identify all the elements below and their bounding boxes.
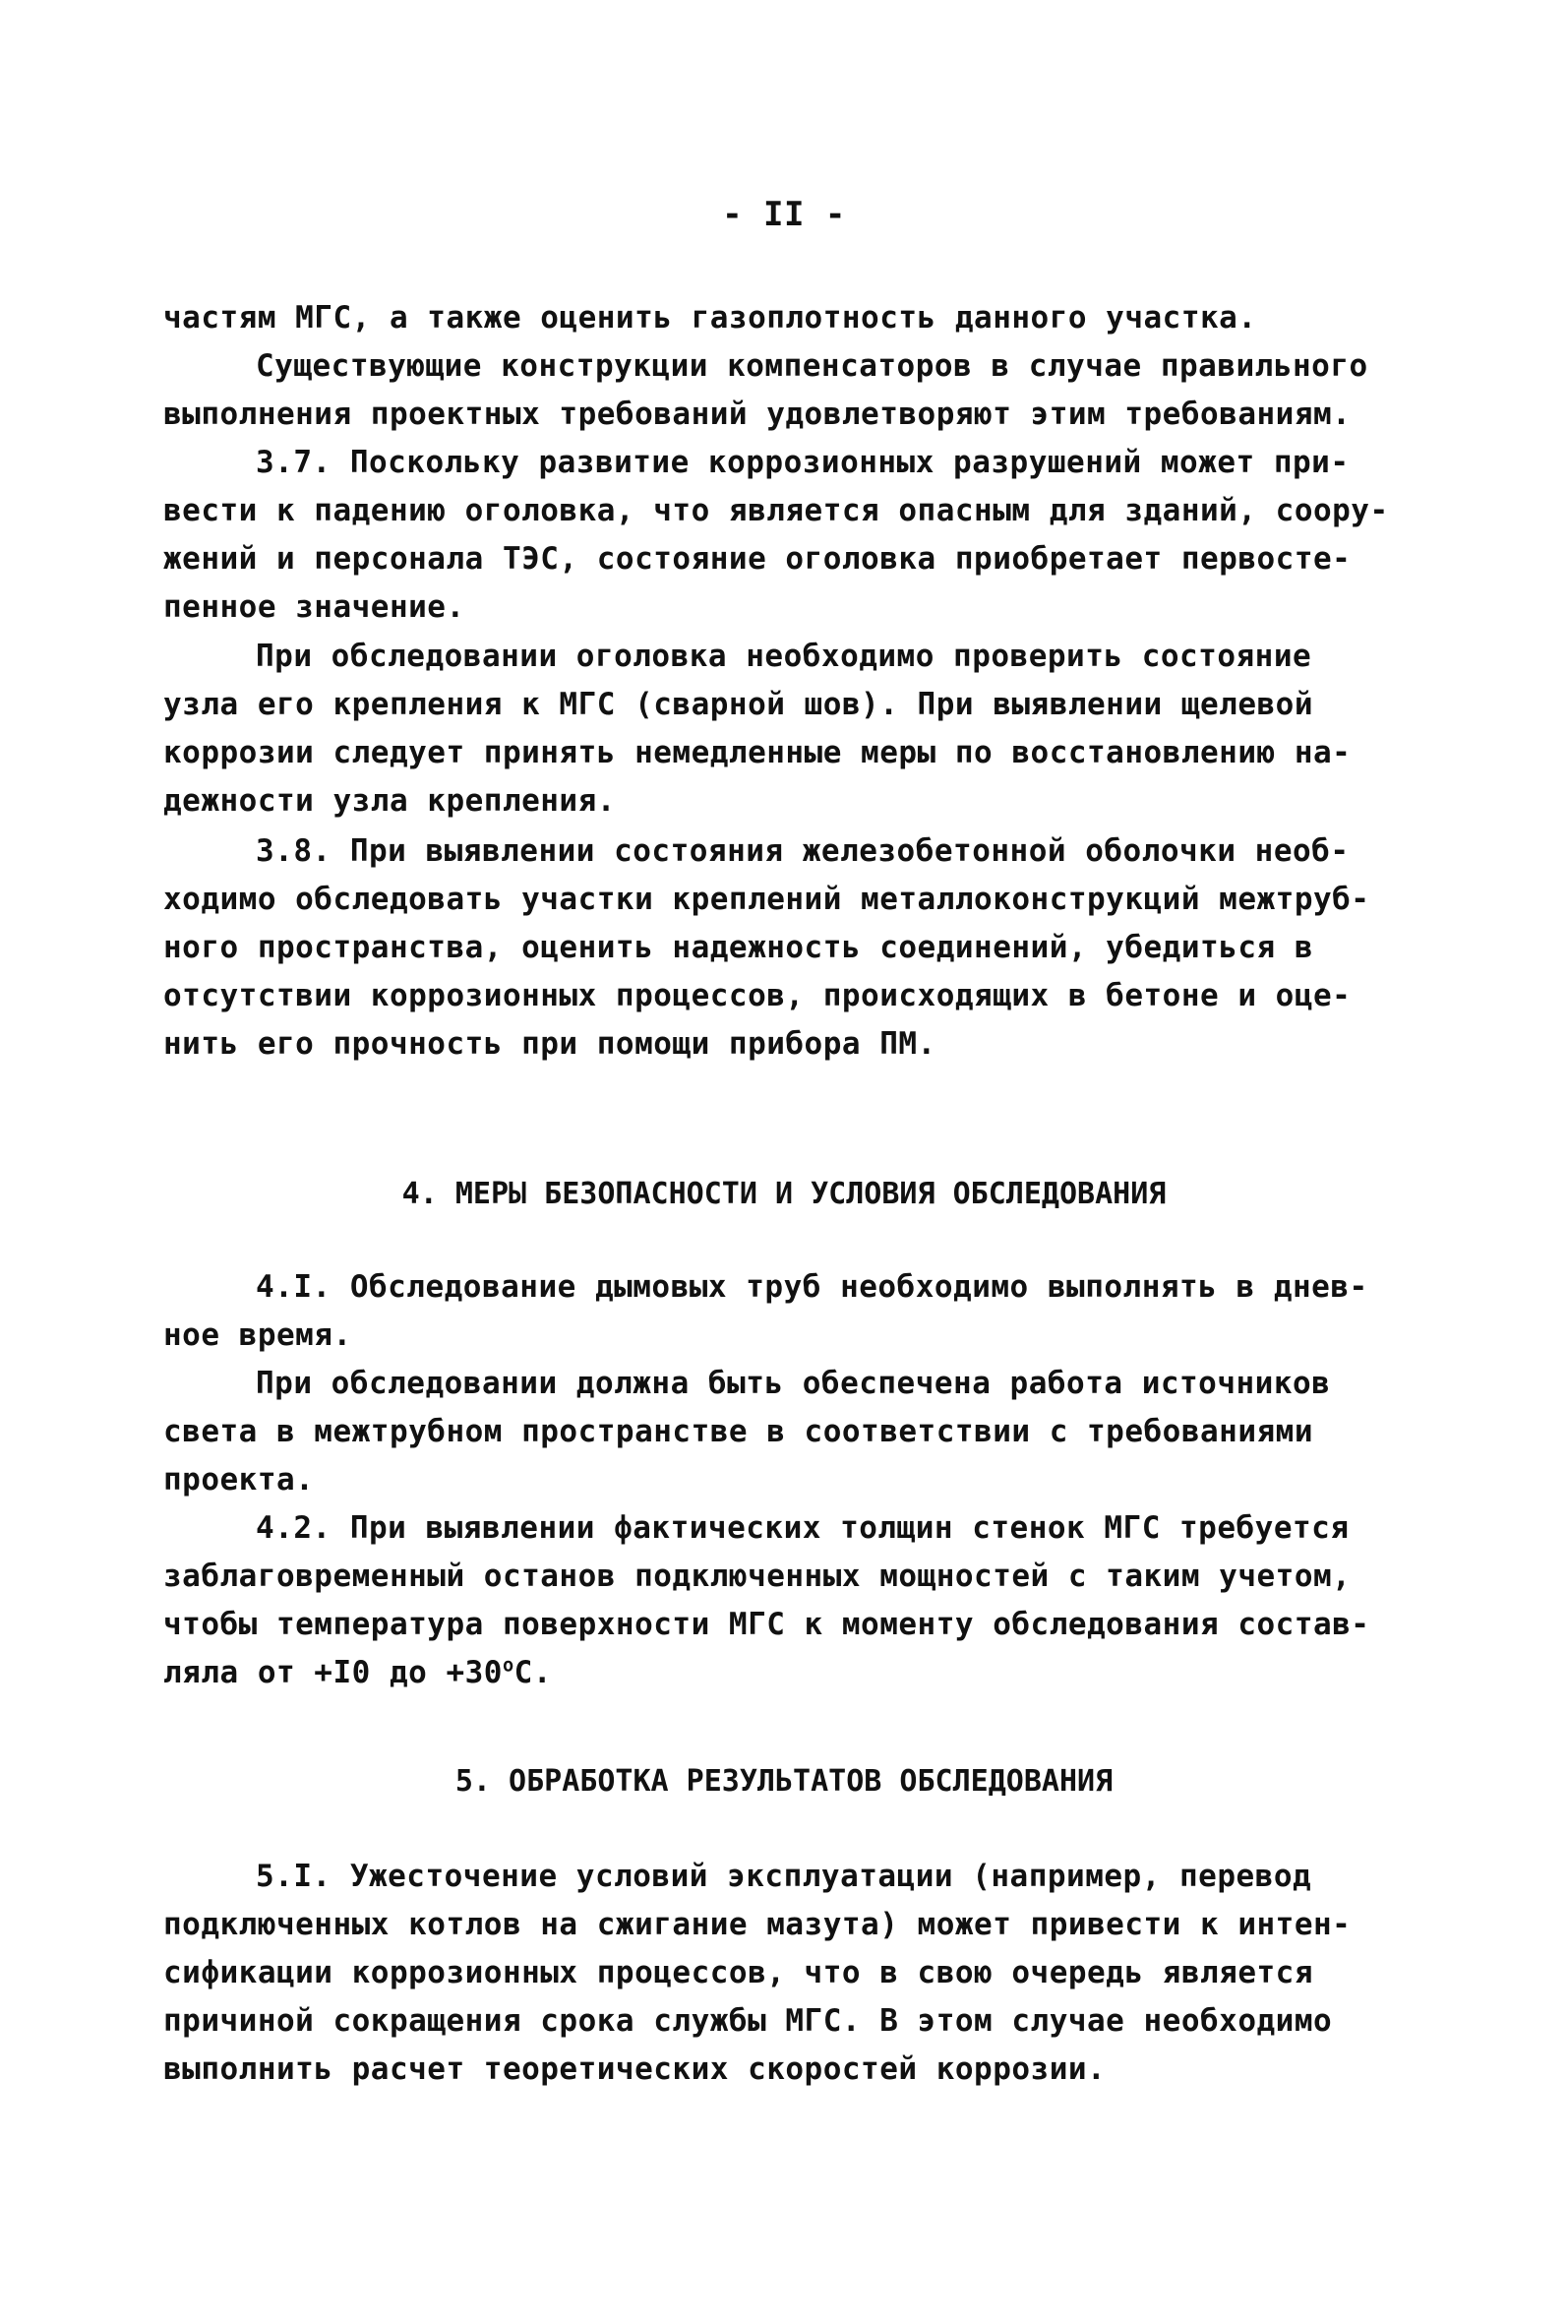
text-line: 5.I. Ужесточение условий эксплуатации (например, перевод	[256, 1859, 1312, 1894]
text-line	[163, 1655, 552, 1690]
text-line: проекта.	[163, 1462, 315, 1498]
text-line: ного пространства, оценить надежность соединений, убедиться в	[163, 930, 1313, 965]
text-line: пенное значение.	[163, 589, 465, 625]
degree-superscript: o	[502, 1655, 514, 1677]
text-line: коррозии следует принять немедленные меры по восстановлению на-	[163, 735, 1352, 770]
text-fragment: ляла от +I0 до +30	[163, 1655, 503, 1690]
text-line: ходимо обследовать участки креплений металлоконструкций межтруб-	[163, 882, 1370, 917]
text-fragment: С.	[513, 1655, 552, 1690]
text-line: При обследовании оголовка необходимо проверить состояние	[256, 639, 1312, 674]
text-line: отсутствии коррозионных процессов, происходящих в бетоне и оце-	[163, 978, 1352, 1013]
text-line: сификации коррозионных процессов, что в свою очередь является	[163, 1955, 1313, 1990]
text-line: 3.8. При выявлении состояния железобетонной оболочки необ-	[256, 833, 1350, 869]
text-line: 4.2. При выявлении фактических толщин стенок МГС требуется	[256, 1510, 1350, 1546]
text-line: света в межтрубном пространстве в соответствии с требованиями	[163, 1414, 1313, 1449]
text-line: выполнения проектных требований удовлетворяют этим требованиям.	[163, 397, 1352, 432]
text-line: чтобы температура поверхности МГС к моменту обследования состав-	[163, 1607, 1370, 1642]
text-line: При обследовании должна быть обеспечена работа источников	[256, 1366, 1331, 1401]
text-line: подключенных котлов на сжигание мазута) может привести к интен-	[163, 1907, 1352, 1942]
text-line: Существующие конструкции компенсаторов в случае правильного	[256, 348, 1368, 384]
text-line: дежности узла крепления.	[163, 783, 616, 819]
text-line: 4.I. Обследование дымовых труб необходимо выполнять в днев-	[256, 1269, 1368, 1305]
text-line: вести к падению оголовка, что является опасным для зданий, соору-	[163, 493, 1389, 528]
text-line: 3.7. Поскольку развитие коррозионных разрушений может при-	[256, 445, 1350, 480]
text-line: выполнить расчет теоретических скоростей коррозии.	[163, 2051, 1107, 2087]
text-line: нить его прочность при помощи прибора ПМ.	[163, 1026, 936, 1062]
page-number: - II -	[722, 195, 846, 234]
section-heading: 4. МЕРЫ БЕЗОПАСНОСТИ И УСЛОВИЯ ОБСЛЕДОВАНИЯ	[401, 1177, 1167, 1211]
section-heading: 5. ОБРАБОТКА РЕЗУЛЬТАТОВ ОБСЛЕДОВАНИЯ	[454, 1764, 1114, 1799]
text-line: жений и персонала ТЭС, состояние оголовка приобретает первосте-	[163, 541, 1352, 577]
text-line: причиной сокращения срока службы МГС. В этом случае необходимо	[163, 2003, 1333, 2039]
text-line: ное время.	[163, 1317, 352, 1353]
text-line: частям МГС, а также оценить газоплотность данного участка.	[163, 300, 1257, 336]
text-line: узла его крепления к МГС (сварной шов). При выявлении щелевой	[163, 687, 1313, 722]
text-line: заблаговременный останов подключенных мощностей с таким учетом,	[163, 1559, 1352, 1594]
